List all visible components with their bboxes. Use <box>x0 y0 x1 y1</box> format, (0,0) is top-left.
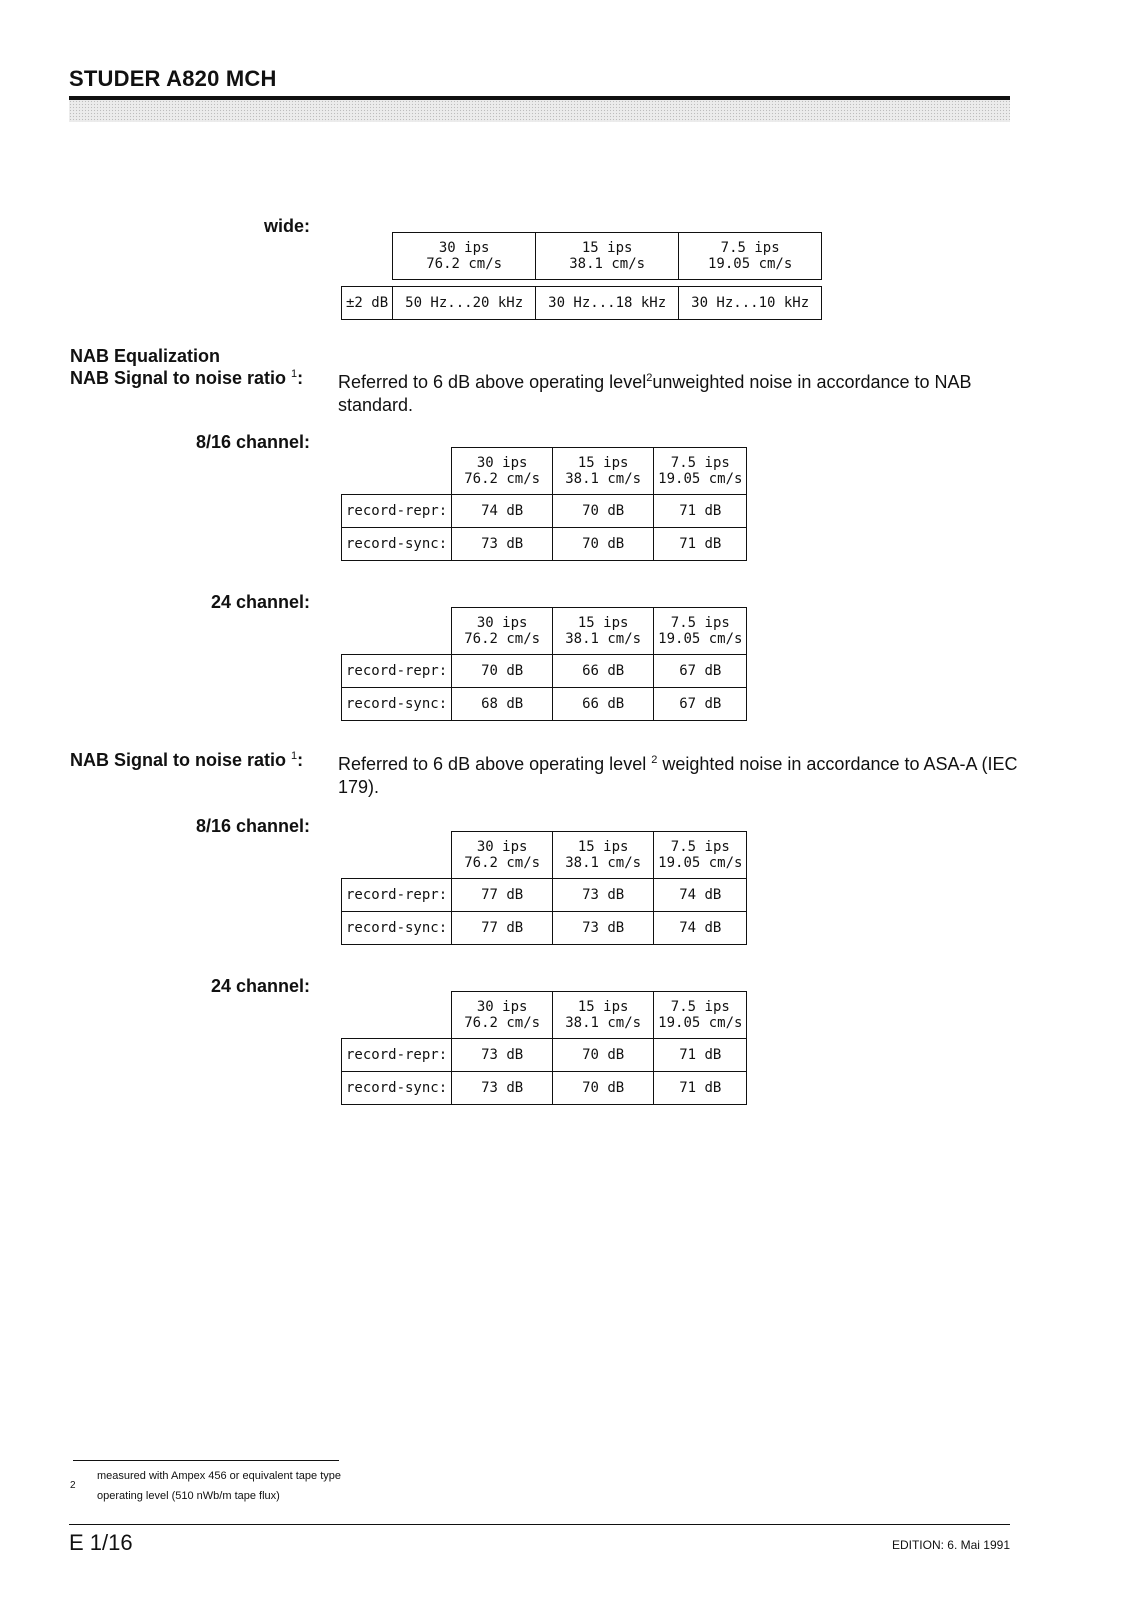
table-cell: 66 dB <box>553 688 654 721</box>
row-label: record-repr: <box>342 1039 452 1072</box>
row-label: record-repr: <box>342 655 452 688</box>
row-label: record-sync: <box>342 688 452 721</box>
col-header: 15 ips 38.1 cm/s <box>553 608 654 655</box>
table-row <box>342 688 747 721</box>
footnote-text: measured with Ampex 456 or equivalent tape type <box>97 1470 341 1482</box>
table-cell: 70 dB <box>452 655 553 688</box>
ch24-label: 24 channel: <box>210 976 310 996</box>
table-cell: 73 dB <box>553 912 654 945</box>
table-cell: 73 dB <box>452 528 553 561</box>
col-header: 7.5 ips 19.05 cm/s <box>679 233 822 280</box>
table-cell: 70 dB <box>553 528 654 561</box>
col-header: 15 ips 38.1 cm/s <box>536 233 679 280</box>
col-header: 30 ips 76.2 cm/s <box>452 608 553 655</box>
table-cell: 66 dB <box>553 655 654 688</box>
table-cell: 70 dB <box>553 495 654 528</box>
table-cell: 73 dB <box>452 1039 553 1072</box>
snr-weighted-816-table <box>341 831 747 945</box>
footnote-text: operating level (510 nWb/m tape flux) <box>97 1490 280 1502</box>
ch816-label: 8/16 channel: <box>195 432 310 452</box>
row-label: record-sync: <box>342 528 452 561</box>
table-cell: 73 dB <box>553 879 654 912</box>
col-header: 7.5 ips 19.05 cm/s <box>654 608 747 655</box>
row-label: record-sync: <box>342 1072 452 1105</box>
col-header: 30 ips 76.2 cm/s <box>452 832 553 879</box>
col-header: 7.5 ips 19.05 cm/s <box>654 992 747 1039</box>
row-label: ±2 dB <box>342 287 393 320</box>
table-cell: 71 dB <box>654 1039 747 1072</box>
table-cell: 74 dB <box>654 879 747 912</box>
ch816-label: 8/16 channel: <box>195 816 310 836</box>
document-title: STUDER A820 MCH <box>69 66 277 91</box>
edition-date: EDITION: 6. Mai 1991 <box>891 1538 1010 1552</box>
row-label: record-sync: <box>342 912 452 945</box>
col-header: 15 ips 38.1 cm/s <box>553 832 654 879</box>
table-cell: 67 dB <box>654 688 747 721</box>
col-header: 30 ips 76.2 cm/s <box>393 233 536 280</box>
nab-equalization-label: NAB Equalization <box>70 346 221 366</box>
table-cell: 77 dB <box>452 879 553 912</box>
col-header: 30 ips 76.2 cm/s <box>452 448 553 495</box>
table-row <box>342 287 822 320</box>
col-header: 7.5 ips 19.05 cm/s <box>654 448 747 495</box>
table-cell: 71 dB <box>654 495 747 528</box>
footer-rule <box>69 1524 1010 1525</box>
snr-unweighted-label: NAB Signal to noise ratio $^1$: <box>70 368 304 388</box>
table-cell: 74 dB <box>654 912 747 945</box>
table-cell: 67 dB <box>654 655 747 688</box>
snr-weighted-24-table <box>341 991 747 1105</box>
table-cell: 30 Hz...18 kHz <box>536 287 679 320</box>
snr-weighted-description: Referred to 6 dB above operating level $^2$ weighted noise in accordance to ASA-A (IEC 179). <box>338 754 1018 797</box>
table-row <box>342 528 747 561</box>
ch24-label: 24 channel: <box>210 592 310 612</box>
table-row <box>342 1039 747 1072</box>
table-row <box>342 879 747 912</box>
col-header: 7.5 ips 19.05 cm/s <box>654 832 747 879</box>
footnote-rule <box>73 1460 339 1461</box>
table-row <box>342 655 747 688</box>
wide-table <box>341 232 822 320</box>
table-cell: 50 Hz...20 kHz <box>393 287 536 320</box>
page-number: E 1/16 <box>69 1530 133 1555</box>
snr-unweighted-description: Referred to 6 dB above operating level$^2$unweighted noise in accordance to NAB standard. <box>338 372 972 415</box>
table-cell: 70 dB <box>553 1039 654 1072</box>
wide-label: wide: <box>263 216 310 236</box>
snr-unweighted-816-table <box>341 447 747 561</box>
table-row <box>342 912 747 945</box>
row-label: record-repr: <box>342 495 452 528</box>
table-row <box>342 495 747 528</box>
snr-unweighted-24-table <box>341 607 747 721</box>
col-header: 30 ips 76.2 cm/s <box>452 992 553 1039</box>
header-band <box>69 100 1010 122</box>
table-cell: 30 Hz...10 kHz <box>679 287 822 320</box>
col-header: 15 ips 38.1 cm/s <box>553 992 654 1039</box>
col-header: 15 ips 38.1 cm/s <box>553 448 654 495</box>
footnote-number: 2 <box>70 1480 76 1491</box>
table-row <box>342 1072 747 1105</box>
row-label: record-repr: <box>342 879 452 912</box>
table-cell: 74 dB <box>452 495 553 528</box>
table-cell: 77 dB <box>452 912 553 945</box>
snr-weighted-label: NAB Signal to noise ratio $^1$: <box>70 750 304 770</box>
table-cell: 73 dB <box>452 1072 553 1105</box>
table-cell: 71 dB <box>654 528 747 561</box>
table-cell: 71 dB <box>654 1072 747 1105</box>
table-cell: 68 dB <box>452 688 553 721</box>
table-cell: 70 dB <box>553 1072 654 1105</box>
